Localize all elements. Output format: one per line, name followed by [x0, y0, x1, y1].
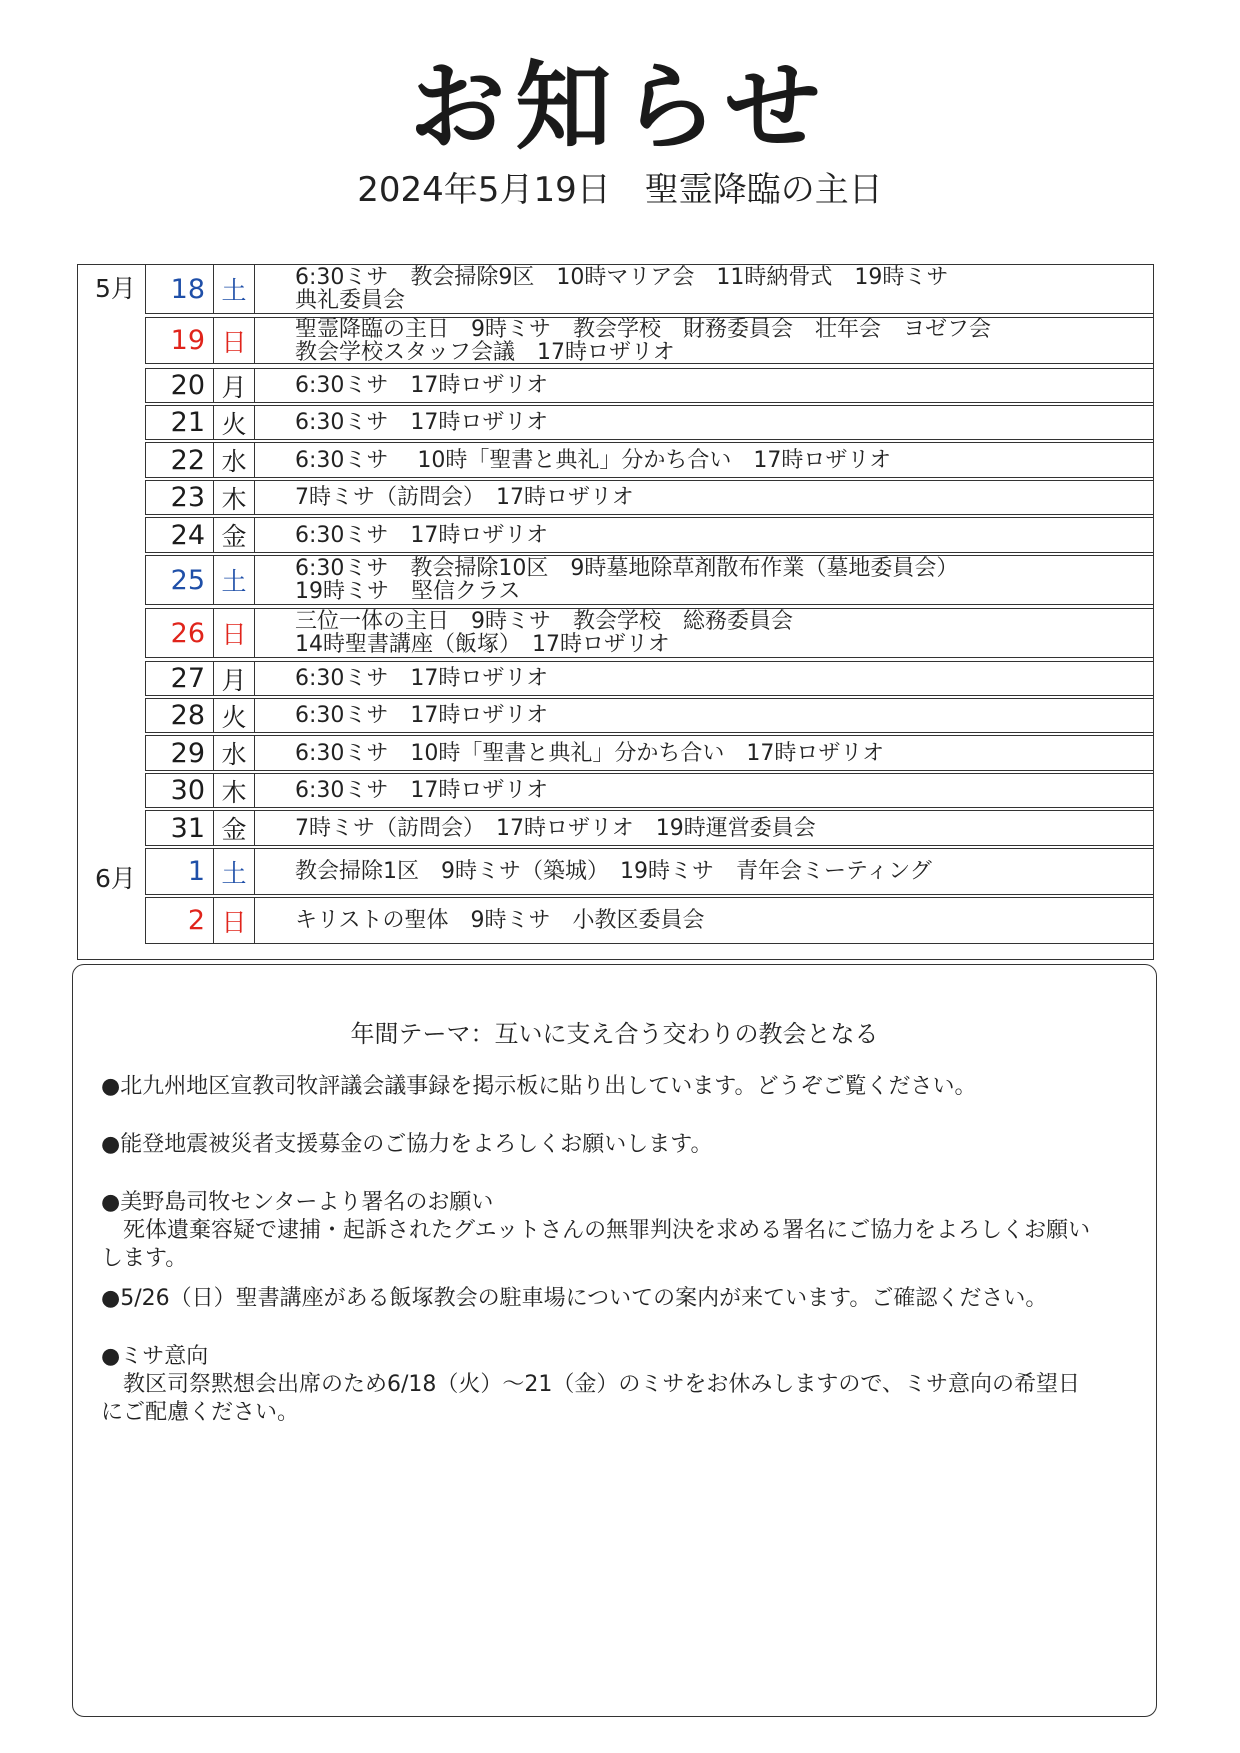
schedule-date: 30 — [146, 774, 214, 807]
schedule-event-line: 教会学校スタッフ会議 17時ロザリオ — [295, 339, 675, 365]
schedule-date: 21 — [146, 406, 214, 439]
month-label-may: 5月 — [95, 274, 136, 303]
notice-item-heading: ●ミサ意向 — [101, 1344, 209, 1369]
schedule-event-line: 6:30ミサ 教会掃除9区 10時マリア会 11時納骨式 19時ミサ — [295, 265, 949, 290]
schedule-events — [255, 736, 1153, 770]
schedule-event-line: 6:30ミサ 10時「聖書と典礼」分かち合い 17時ロザリオ — [295, 447, 892, 473]
schedule-events — [255, 662, 1153, 695]
schedule-date: 26 — [146, 609, 214, 657]
schedule-weekday: 土 — [214, 849, 255, 894]
notice-box — [72, 964, 1157, 1717]
schedule-event-line: 6:30ミサ 17時ロザリオ — [295, 666, 549, 691]
schedule-date: 22 — [146, 443, 214, 477]
schedule-date: 29 — [146, 736, 214, 770]
schedule-events — [255, 609, 1153, 657]
schedule-event-line: 6:30ミサ 17時ロザリオ — [295, 778, 549, 803]
schedule-date: 27 — [146, 662, 214, 695]
notice-item-heading: ●5/26（日）聖書講座がある飯塚教会の駐車場についての案内が来ています。ご確認ください。 — [101, 1286, 1048, 1311]
schedule-weekday: 土 — [214, 556, 255, 604]
schedule-row — [145, 480, 1154, 515]
schedule-event-line: 19時ミサ 堅信クラス — [295, 579, 521, 604]
schedule-weekday: 金 — [214, 811, 255, 845]
schedule-event-line: 14時聖書講座（飯塚） 17時ロザリオ — [295, 632, 670, 657]
schedule-date: 23 — [146, 481, 214, 514]
schedule-events — [255, 443, 1153, 477]
schedule-events — [255, 849, 1153, 894]
schedule-events — [255, 811, 1153, 845]
notice-item-heading: ●能登地震被災者支援募金のご協力をよろしくお願いします。 — [101, 1132, 713, 1157]
schedule-row — [145, 442, 1154, 478]
schedule-event-line: 7時ミサ（訪問会） 17時ロザリオ 19時運営委員会 — [295, 815, 816, 841]
page-subtitle: 2024年5月19日 聖霊降臨の主日 — [357, 170, 883, 210]
schedule-weekday: 木 — [214, 481, 255, 514]
page-title: お知らせ — [409, 51, 831, 163]
schedule-event-line: 6:30ミサ 教会掃除10区 9時墓地除草剤散布作業（墓地委員会） — [295, 556, 959, 581]
schedule-date: 24 — [146, 518, 214, 552]
schedule-weekday: 日 — [214, 609, 255, 657]
schedule-events — [255, 518, 1153, 552]
schedule-row — [145, 517, 1154, 553]
schedule-weekday: 火 — [214, 699, 255, 732]
notice-item-body: 教区司祭黙想会出席のため6/18（火）～21（金）のミサをお休みしますので、ミサ意向の希望日 — [101, 1372, 1080, 1397]
schedule-row — [145, 405, 1154, 440]
schedule-date: 1 — [146, 849, 214, 894]
annual-theme: 年間テーマ：互いに支え合う交わりの教会となる — [350, 1020, 879, 1048]
schedule-row — [145, 608, 1154, 658]
schedule-row — [145, 810, 1154, 846]
schedule-weekday: 木 — [214, 774, 255, 807]
schedule-weekday: 水 — [214, 736, 255, 770]
schedule-weekday: 金 — [214, 518, 255, 552]
schedule-weekday: 日 — [214, 318, 255, 363]
schedule-row — [145, 661, 1154, 696]
schedule-date: 18 — [146, 265, 214, 313]
schedule-event-line: 6:30ミサ 17時ロザリオ — [295, 410, 549, 435]
schedule-events — [255, 406, 1153, 439]
schedule-weekday: 日 — [214, 898, 255, 943]
schedule-events — [255, 556, 1153, 604]
schedule-date: 2 — [146, 898, 214, 943]
schedule-event-line: 教会掃除1区 9時ミサ（築城） 19時ミサ 青年会ミーティング — [295, 859, 932, 884]
schedule-weekday: 水 — [214, 443, 255, 477]
schedule-row — [145, 368, 1154, 403]
schedule-weekday: 月 — [214, 662, 255, 695]
notice-item-heading: ●北九州地区宣教司牧評議会議事録を掲示板に貼り出しています。どうぞご覧ください。 — [101, 1074, 977, 1099]
schedule-row — [145, 264, 1154, 314]
schedule-date: 28 — [146, 699, 214, 732]
schedule-events — [255, 369, 1153, 402]
schedule-events — [255, 481, 1153, 514]
schedule-row — [145, 735, 1154, 771]
schedule-events — [255, 265, 1153, 313]
schedule-events — [255, 318, 1153, 363]
schedule-row — [145, 555, 1154, 605]
schedule-row — [145, 698, 1154, 733]
schedule-event-line: 6:30ミサ 17時ロザリオ — [295, 522, 549, 548]
schedule-weekday: 月 — [214, 369, 255, 402]
notice-item-heading: ●美野島司牧センターより署名のお願い — [101, 1190, 494, 1215]
schedule-row — [145, 848, 1154, 895]
month-label-june: 6月 — [95, 864, 136, 893]
notice-item-body: にご配慮ください。 — [101, 1400, 300, 1425]
schedule-date: 25 — [146, 556, 214, 604]
schedule-table — [77, 264, 1154, 960]
schedule-event-line: 7時ミサ（訪問会） 17時ロザリオ — [295, 485, 634, 510]
schedule-row — [145, 773, 1154, 808]
schedule-event-line: 6:30ミサ 17時ロザリオ — [295, 373, 549, 398]
schedule-row — [145, 897, 1154, 944]
schedule-weekday: 土 — [214, 265, 255, 313]
schedule-date: 31 — [146, 811, 214, 845]
schedule-event-line: 6:30ミサ 17時ロザリオ — [295, 703, 549, 728]
schedule-date: 20 — [146, 369, 214, 402]
schedule-event-line: 聖霊降臨の主日 9時ミサ 教会学校 財務委員会 壮年会 ヨゼフ会 — [295, 316, 991, 342]
schedule-events — [255, 898, 1153, 943]
schedule-event-line: 6:30ミサ 10時「聖書と典礼」分かち合い 17時ロザリオ — [295, 740, 885, 766]
schedule-event-line: キリストの聖体 9時ミサ 小教区委員会 — [295, 908, 705, 933]
notice-item-body: します。 — [101, 1246, 188, 1271]
schedule-date: 19 — [146, 318, 214, 363]
schedule-events — [255, 699, 1153, 732]
schedule-event-line: 三位一体の主日 9時ミサ 教会学校 総務委員会 — [295, 609, 793, 634]
schedule-event-line: 典礼委員会 — [295, 288, 406, 313]
notice-item-body: 死体遺棄容疑で逮捕・起訴されたグエットさんの無罪判決を求める署名にご協力をよろしくお願い — [101, 1218, 1091, 1243]
schedule-events — [255, 774, 1153, 807]
schedule-row — [145, 317, 1154, 364]
schedule-weekday: 火 — [214, 406, 255, 439]
